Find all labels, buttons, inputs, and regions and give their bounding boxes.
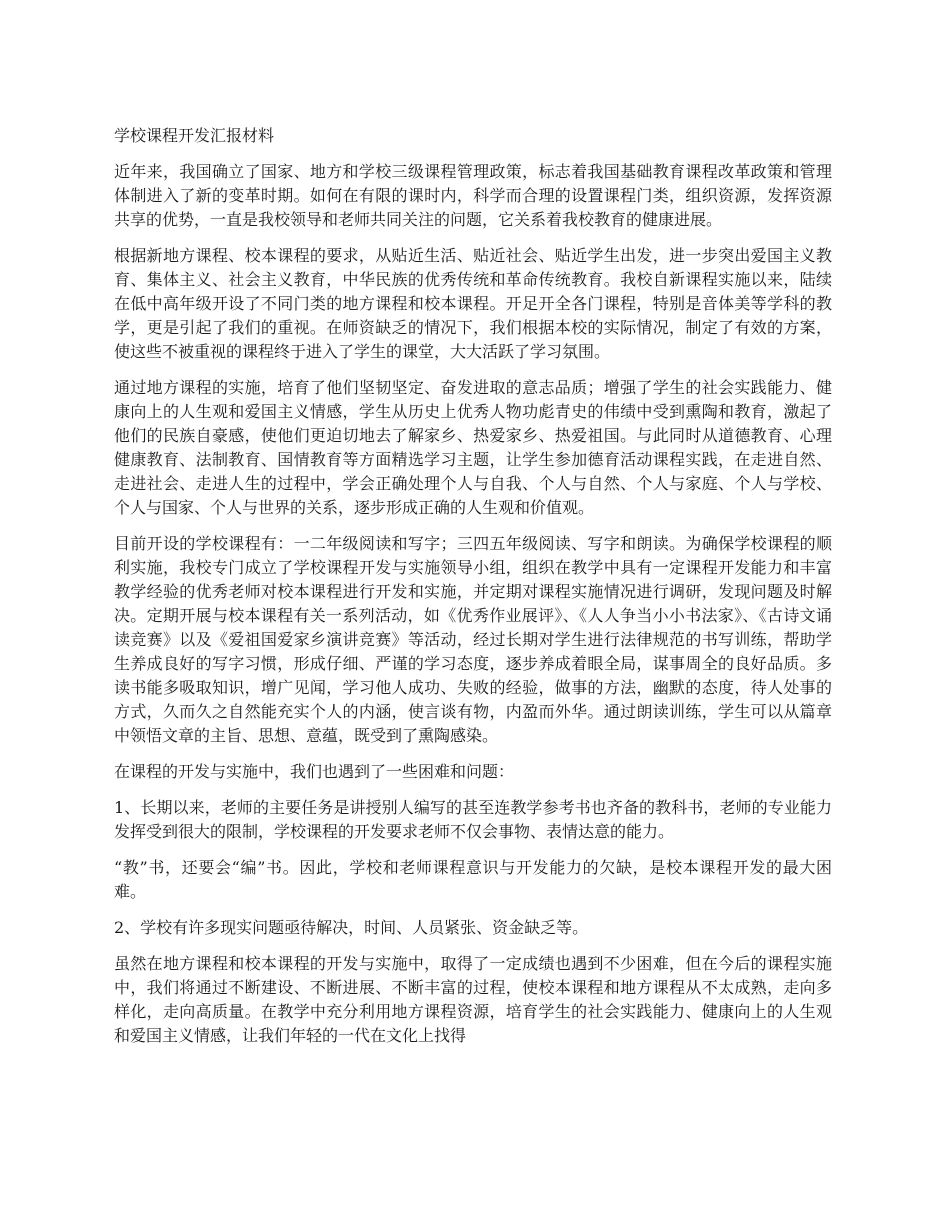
document-title: 学校课程开发汇报材料 [114,126,275,145]
paragraph-local-curriculum-effects: 通过地方课程的实施，培育了他们坚韧坚定、奋发进取的意志品质；增强了学生的社会实践能力、健康向上的人生观和爱国主义情感，学生从历史上优秀人物功彪青史的伟绩中受到熏陶和教育，激起了他们的民族自豪感，使他们更迫切地去了解家乡、热爱家乡、热爱祖国。与此同时从道德教育、心理健康教育、法制教育、国情教育等方面精选学习主题，让学生参加德育活动课程实践，在走进自然、走进社会、走进人生的过程中，学会正确处理个人与自我、个人与自然、个人与家庭、个人与学校、个人与国家、个人与世界的关系，逐步形成正确的人生观和价值观。 [114,378,832,517]
paragraph-problem-1: 1、长期以来，老师的主要任务是讲授别人编写的甚至连教学参考书也齐备的教科书，老师的专业能力发挥受到很大的限制，学校课程的开发要求老师不仅会事物、表情达意的能力。 [114,798,832,841]
paragraph-intro: 近年来，我国确立了国家、地方和学校三级课程管理政策，标志着我国基础教育课程改革政策和管理体制进入了新的变革时期。如何在有限的课时内，科学而合理的设置课程门类，组织资源，发挥资源共享的优势，一直是我校领导和老师共同关注的问题，它关系着我校教育的健康进展。 [114,162,832,229]
paragraph-curriculum-requirements: 根据新地方课程、校本课程的要求，从贴近生活、贴近社会、贴近学生出发，进一步突出爱国主义教育、集体主义、社会主义教育，中华民族的优秀传统和革命传统教育。我校自新课程实施以来，陆续在低中高年级开设了不同门类的地方课程和校本课程。开足开全各门课程，特别是音体美等学科的教学，更是引起了我们的重视。在师资缺乏的情况下，我们根据本校的实际情况，制定了有效的方案，使这些不被重视的课程终于进入了学生的课堂，大大活跃了学习氛围。 [114,246,832,361]
paragraph-outlook: 虽然在地方课程和校本课程的开发与实施中，取得了一定成绩也遇到不少困难，但在今后的课程实施中，我们将通过不断建设、不断进展、不断丰富的过程，使校本课程和地方课程从不太成熟，走向多样化，走向高质量。在教学中充分利用地方课程资源，培育学生的社会实践能力、健康向上的人生观和爱国主义情感，让我们年轻的一代在文化上找得 [114,954,832,1045]
paragraph-problem-1-cont: “教”书，还要会“编”书。因此，学校和老师课程意识与开发能力的欠缺，是校本课程开发的最大困难。 [114,858,832,901]
paragraph-current-courses: 目前开设的学校课程有：一二年级阅读和写字；三四五年级阅读、写字和朗读。为确保学校课程的顺利实施，我校专门成立了学校课程开发与实施领导小组，组织在教学中具有一定课程开发能力和丰富教学经验的优秀老师对校本课程进行开发和实施，并定期对课程实施情况进行调研，发现问题及时解决。定期开展与校本课程有关一系列活动，如《优秀作业展评》、《人人争当小小书法家》、《古诗文诵读竞赛》以及《爱祖国爱家乡演讲竞赛》等活动，经过长期对学生进行法律规范的书写训练，帮助学生养成良好的写字习惯，形成仔细、严谨的学习态度，逐步养成着眼全局，谋事周全的良好品质。多读书能多吸取知识，增广见闻，学习他人成功、失败的经验，做事的方法，幽默的态度，待人处事的方式，久而久之自然能充实个人的内涵，使言谈有物，内盈而外华。通过朗读训练，学生可以从篇章中领悟文章的主旨、思想、意蕴，既受到了熏陶感染。 [114,534,832,745]
paragraph-problem-2: 2、学校有许多现实问题亟待解决，时间、人员紧张、资金缺乏等。 [114,918,589,937]
paragraph-problems-intro: 在课程的开发与实施中，我们也遇到了一些困难和问题： [114,762,515,781]
